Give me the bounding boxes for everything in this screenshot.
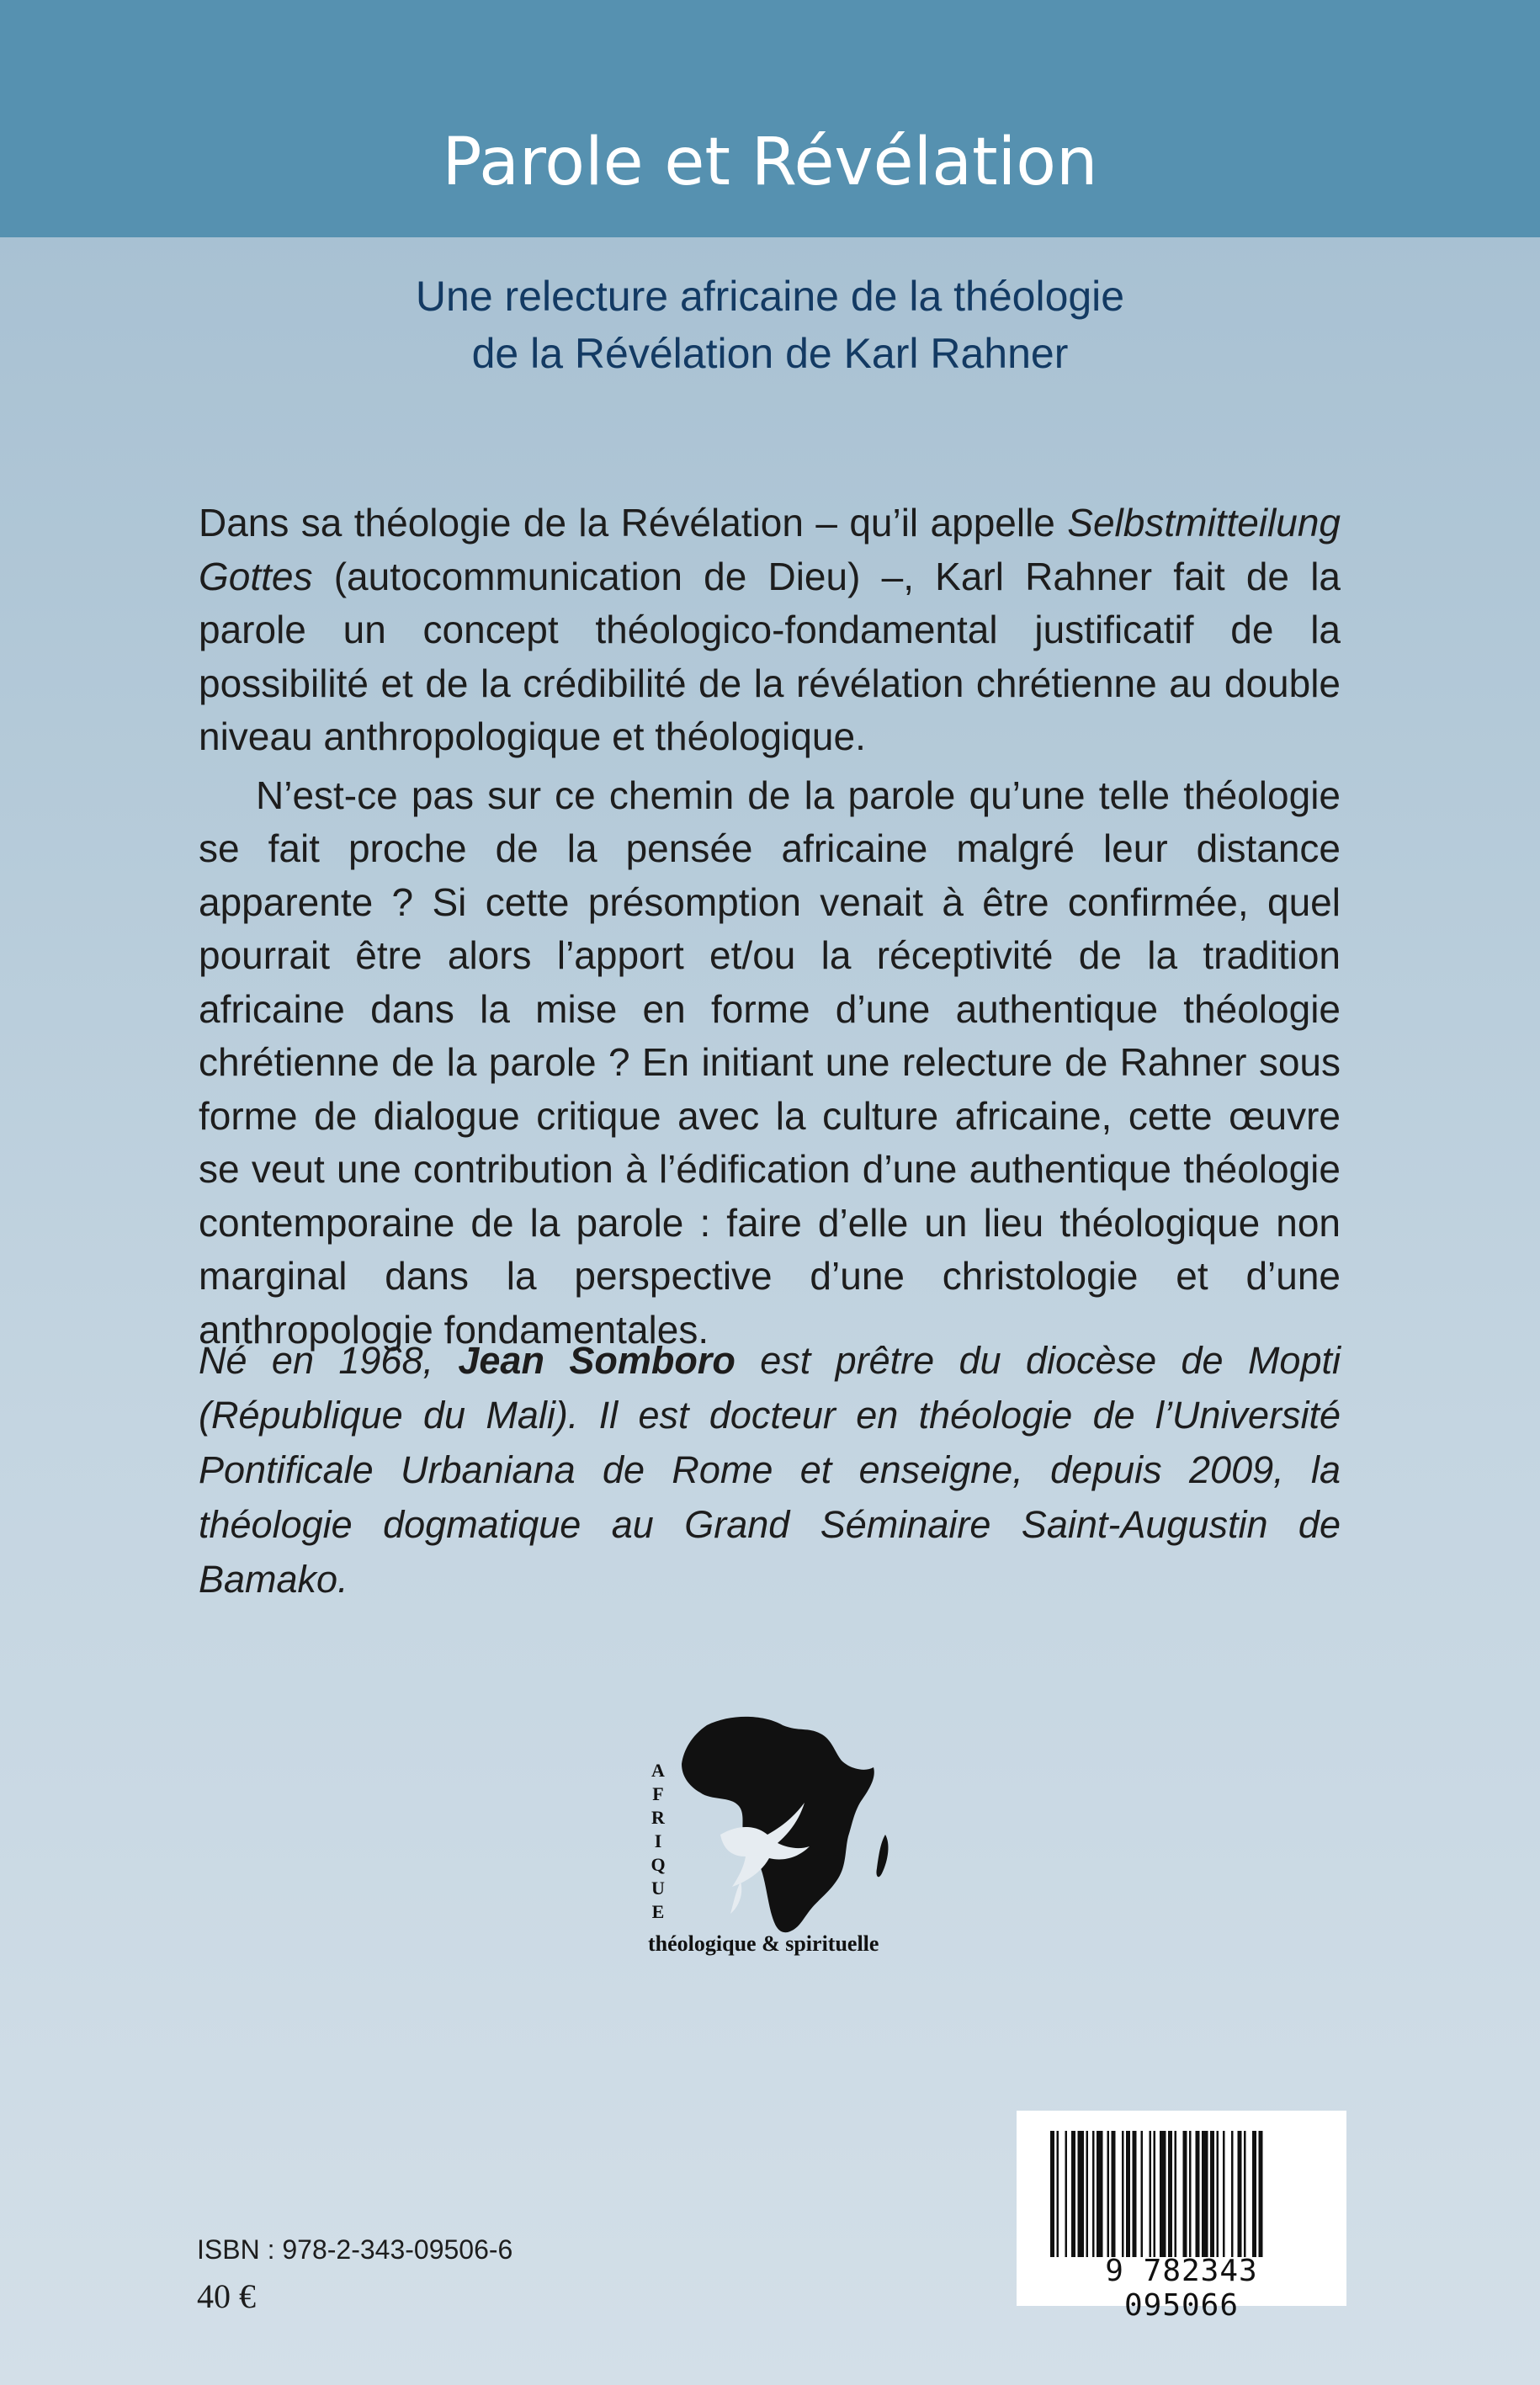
blurb-p1-italic: Selbstmitteilung Gottes (199, 501, 1341, 598)
isbn: ISBN : 978-2-343-09506-6 (197, 2234, 513, 2265)
blurb-p1-text-end: (autocommunication de Dieu) –, Karl Rahner fait de la parole un concept théologico-fondamental justificatif de la possibilité et de la crédibilité de la révélation chrétienne au double niveau anthropologique et théologique. (199, 554, 1341, 758)
barcode-bar (1183, 2131, 1187, 2257)
author-bio-text: est prêtre du diocèse de Mopti (République du Mali). Il est docteur en théologie de l’Université Pontificale Urbaniana de Rome et enseigne, depuis 2009, la théologie dogmatique au Grand Séminaire Saint-Augustin de Bamako. (199, 1339, 1341, 1601)
barcode-bar (1168, 2131, 1172, 2257)
barcode-bar (1259, 2131, 1263, 2257)
barcode-bar (1223, 2131, 1225, 2257)
barcode-bar (1238, 2131, 1242, 2257)
barcode-bar (1175, 2131, 1177, 2257)
blurb (199, 497, 1341, 1357)
price: 40 € (197, 2277, 256, 2315)
barcode-bar (1244, 2131, 1246, 2257)
barcode-bar (1097, 2131, 1103, 2257)
logo-letter: A (651, 1760, 665, 1781)
logo-letter: F (652, 1783, 664, 1804)
logo-letter: R (651, 1807, 665, 1828)
barcode-bar (1065, 2131, 1068, 2257)
barcode-bar (1160, 2131, 1166, 2257)
barcode-bar (1126, 2131, 1130, 2257)
author-bio (199, 1333, 1341, 1607)
barcode-bar (1252, 2131, 1256, 2257)
barcode-bar (1150, 2131, 1152, 2257)
subtitle-line-2: de la Révélation de Karl Rahner (471, 330, 1069, 377)
barcode-bar (1231, 2131, 1234, 2257)
logo-caption: théologique & spirituelle (648, 1931, 879, 1956)
barcode-bar (1217, 2131, 1219, 2257)
barcode-bar (1154, 2131, 1156, 2257)
barcode-bar (1071, 2131, 1075, 2257)
barcode-bar (1078, 2131, 1085, 2257)
barcode (1017, 2111, 1346, 2323)
subtitle-line-1: Une relecture africaine de la théologie (415, 273, 1125, 320)
barcode-bar (1141, 2131, 1144, 2257)
barcode-bar (1189, 2131, 1192, 2257)
barcode-bar (1107, 2131, 1110, 2257)
barcode-digits: 9 782343 095066 (1105, 2254, 1258, 2323)
barcode-bars (1050, 2131, 1313, 2257)
blurb-p1-text: Dans sa théologie de la Révélation – qu’il appelle (199, 501, 1068, 544)
barcode-bar (1086, 2131, 1089, 2257)
barcode-bar (1196, 2131, 1200, 2257)
author-bio-intro: Né en 1968, (199, 1339, 459, 1382)
barcode-bar (1092, 2131, 1095, 2257)
blurb-paragraph-2: N’est-ce pas sur ce chemin de la parole qu’une telle théologie se fait proche de la pensée africaine malgré leur distance apparente ? Si cette présomption venait à être confirmée, quel pourrait être alors l’apport et/ou la réceptivité de la tradition africaine dans la mise en forme d’une authentique théologie chrétienne de la parole ? En initiant une relecture de Rahner sous forme de dialogue critique avec la culture africaine, cette œuvre se veut une contribution à l’édification d’une authentique théologie contemporaine de la parole : faire d’elle un lieu théologique non marginal dans la perspective d’une christologie et d’une anthropologie fondamentales. (199, 773, 1341, 1352)
barcode-bar (1133, 2131, 1137, 2257)
africa-dove-icon (640, 1708, 917, 1961)
logo-letter: I (654, 1830, 662, 1851)
barcode-bar (1112, 2131, 1116, 2257)
blurb-paragraph-1 (199, 497, 1341, 764)
barcode-bar (1050, 2131, 1054, 2257)
author-name: Jean Somboro (458, 1339, 735, 1382)
logo-letter: Q (651, 1854, 666, 1875)
barcode-bar (1122, 2131, 1124, 2257)
barcode-bar (1202, 2131, 1208, 2257)
book-title: Parole et Révélation (442, 125, 1098, 200)
header-band (0, 0, 1540, 237)
barcode-bar (1057, 2131, 1059, 2257)
book-subtitle (0, 268, 1540, 382)
logo-letter: U (651, 1878, 665, 1899)
logo-letters (648, 1759, 668, 1924)
logo-letter: E (651, 1901, 665, 1922)
barcode-bar (1210, 2131, 1214, 2257)
